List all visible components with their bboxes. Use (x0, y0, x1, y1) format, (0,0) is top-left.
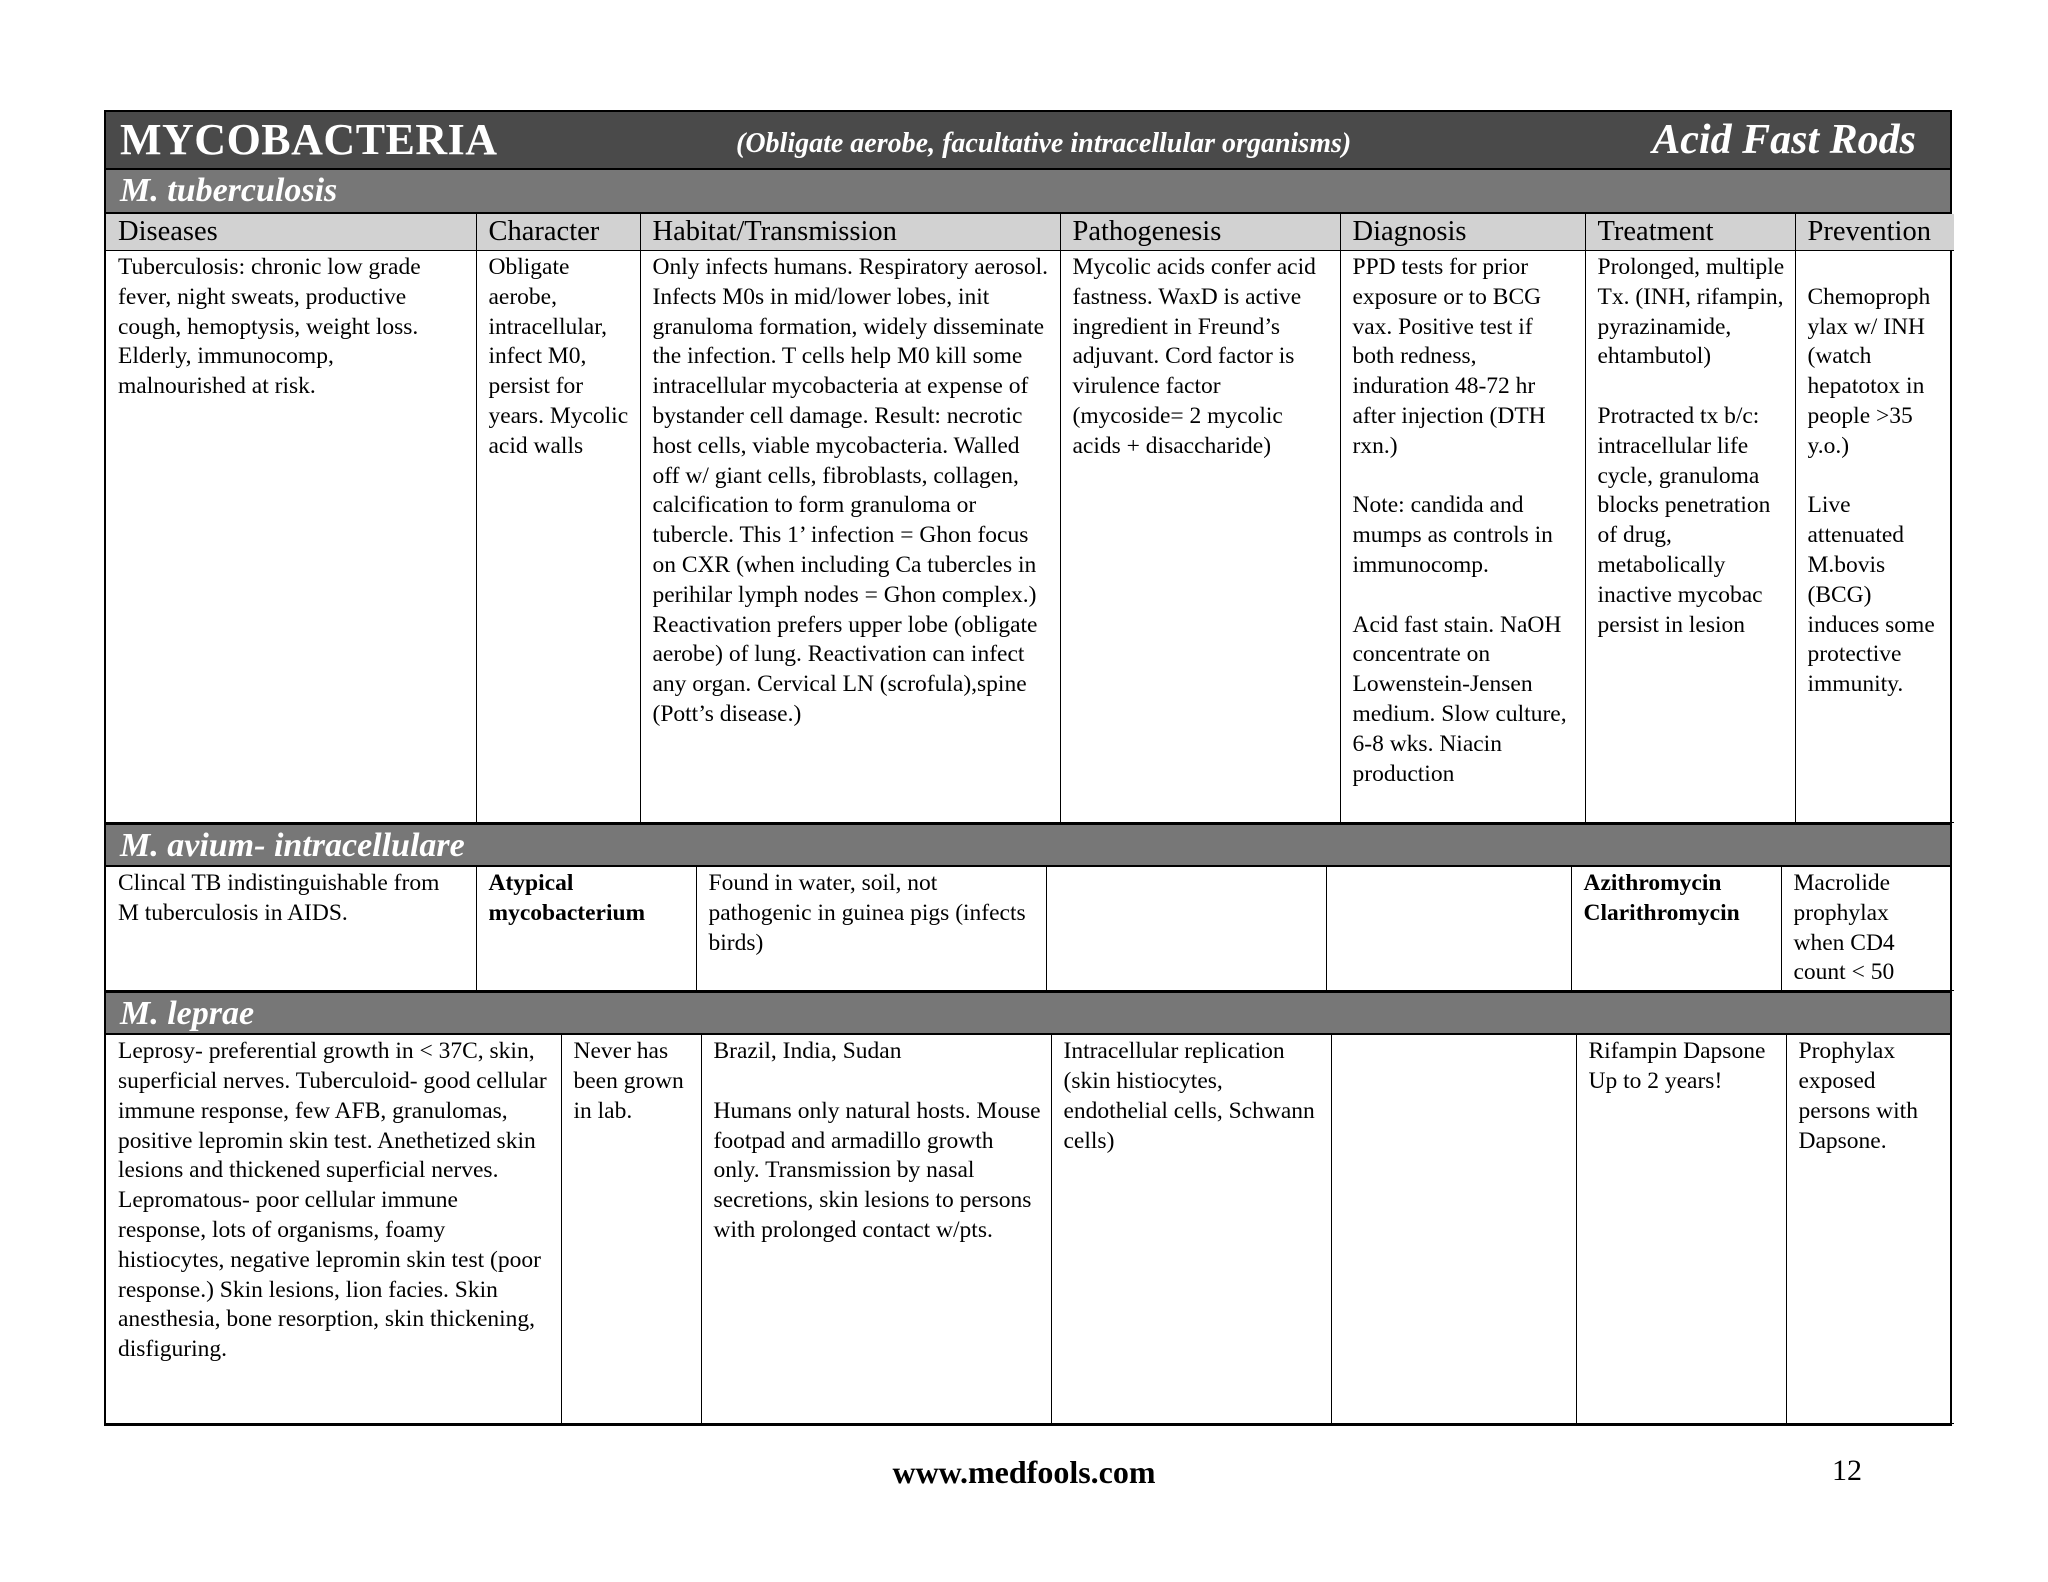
header-prevention: Prevention (1795, 214, 1954, 251)
tb-diagnosis: PPD tests for prior exposure or to BCG vax. Positive test if both redness, induration 48-72 hr after injection (DTH rxn.) Note: candida and mumps as controls in immunocomp. Acid fast stain. NaOH concentrate on Lowenstein-Jensen medium. Slow culture, 6-8 wks. Niacin production (1352, 254, 1567, 787)
avium-treatment-cell (1571, 867, 1781, 991)
avium-pathogenesis-cell (1046, 867, 1326, 991)
tb-diseases: Tuberculosis: chronic low grade fever, night sweats, productive cough, hemoptysis, weight loss. Elderly, immunocomp, malnourished at risk. (118, 254, 427, 400)
table-row (106, 251, 1954, 823)
avium-treatment: Azithromycin Clarithromycin (1583, 870, 1740, 926)
avium-character: Atypical mycobacterium (488, 870, 646, 926)
tuberculosis-table (106, 214, 1954, 823)
title-bar (106, 112, 1950, 170)
header-treatment: Treatment (1585, 214, 1795, 251)
leprae-diseases: Leprosy- preferential growth in < 37C, skin, superficial nerves. Tuberculoid- good cellular immune response, few AFB, granulomas, positive lepromin skin test. Anethetized skin lesions and thickened superficial nerves. Lepromatous- poor cellular immune response, lots of organisms, foamy histiocytes, negative lepromin skin test (poor response.) Skin lesions, lion facies. Skin anesthesia, bone resorption, skin thickening, disfiguring. (118, 1038, 553, 1363)
leprae-habitat-cell (701, 1035, 1051, 1423)
avium-prevention: Macrolide prophylax when CD4 count < 50 (1793, 870, 1901, 986)
leprae-prevention: Prophylax exposed persons with Dapsone. (1798, 1038, 1924, 1154)
section-tuberculosis: M. tuberculosis (106, 170, 1950, 214)
tb-prevention: Chemoproph ylax w/ INH (watch hepatotox in people >35 y.o.) Live attenuated M.bovis (BCG) induces some protective immunity. (1807, 283, 1935, 698)
tb-pathogenesis: Mycolic acids confer acid fastness. WaxD is active ingredient in Freund’s adjuvant. Cord factor is virulence factor (mycoside= 2 mycolic acids + disaccharide) (1072, 254, 1322, 459)
tb-character-cell (476, 251, 640, 823)
tb-habitat-cell (640, 251, 1060, 823)
page-number: 12 (1832, 1454, 1862, 1487)
avium-character-cell (476, 867, 696, 991)
header-diseases: Diseases (106, 214, 476, 251)
header-character: Character (476, 214, 640, 251)
leprae-treatment: Rifampin Dapsone Up to 2 years! (1588, 1038, 1772, 1094)
tb-diseases-cell (106, 251, 476, 823)
table-row (106, 1035, 1954, 1423)
avium-diseases-cell (106, 867, 476, 991)
footer-url[interactable]: www.medfools.com (892, 1454, 1156, 1490)
leprae-diseases-cell (106, 1035, 561, 1423)
leprae-treatment-cell (1576, 1035, 1786, 1423)
leprae-character: Never has been grown in lab. (573, 1038, 690, 1124)
leprae-character-cell (561, 1035, 701, 1423)
tb-treatment-cell (1585, 251, 1795, 823)
leprae-prevention-cell (1786, 1035, 1954, 1423)
avium-table (106, 867, 1954, 991)
tb-prevention-cell (1795, 251, 1954, 823)
mycobacteria-sheet (104, 110, 1952, 1426)
header-habitat: Habitat/Transmission (640, 214, 1060, 251)
avium-diagnosis-cell (1326, 867, 1571, 991)
leprae-diagnosis-cell (1331, 1035, 1576, 1423)
avium-diseases: Clincal TB indistinguishable from M tuberculosis in AIDS. (118, 870, 446, 926)
tb-habitat: Only infects humans. Respiratory aerosol. Infects M0s in mid/lower lobes, init granuloma formation, widely disseminate the infection. T cells help M0 kill some intracellular mycobacteria at expense of bystander cell damage. Result: necrotic host cells, viable mycobacteria. Walled off w/ giant cells, fibroblasts, collagen, calcification to form granuloma or tubercle. This 1’ infection = Ghon focus on CXR (when including Ca tubercles in perihilar lymph nodes = Ghon complex.) Reactivation prefers upper lobe (obligate aerobe) of lung. Reactivation can infect any organ. Cervical LN (scrofula),spine (Pott’s disease.) (652, 254, 1054, 727)
section-leprae: M. leprae (106, 991, 1950, 1035)
header-diagnosis: Diagnosis (1340, 214, 1585, 251)
leprae-table (106, 1035, 1954, 1424)
tb-treatment: Prolonged, multiple Tx. (INH, rifampin, pyrazinamide, ehtambutol) Protracted tx b/c: intracellular life cycle, granuloma blocks penetration of drug, metabolically inactive mycobac persist in lesion (1597, 254, 1785, 638)
leprae-pathogenesis: Intracellular replication (skin histiocytes, endothelial cells, Schwann cells) (1063, 1038, 1321, 1154)
section-avium: M. avium- intracellulare (106, 823, 1950, 867)
header-row (106, 214, 1954, 251)
header-pathogenesis: Pathogenesis (1060, 214, 1340, 251)
page-subtitle: (Obligate aerobe, facultative intracellular organisms) (736, 128, 1352, 159)
title-right: Acid Fast Rods (1652, 117, 1916, 163)
tb-character: Obligate aerobe, intracellular, infect M0, persist for years. Mycolic acid walls (488, 254, 635, 459)
avium-habitat-cell (696, 867, 1046, 991)
tb-pathogenesis-cell (1060, 251, 1340, 823)
avium-prevention-cell (1781, 867, 1954, 991)
page-title: MYCOBACTERIA (120, 115, 498, 164)
leprae-pathogenesis-cell (1051, 1035, 1331, 1423)
leprae-habitat: Brazil, India, Sudan Humans only natural hosts. Mouse footpad and armadillo growth only. Transmission by nasal secretions, skin lesions to persons with prolonged contact w/pts. (713, 1038, 1041, 1243)
avium-habitat: Found in water, soil, not pathogenic in guinea pigs (infects birds) (708, 870, 1032, 956)
table-row (106, 867, 1954, 991)
tb-diagnosis-cell (1340, 251, 1585, 823)
